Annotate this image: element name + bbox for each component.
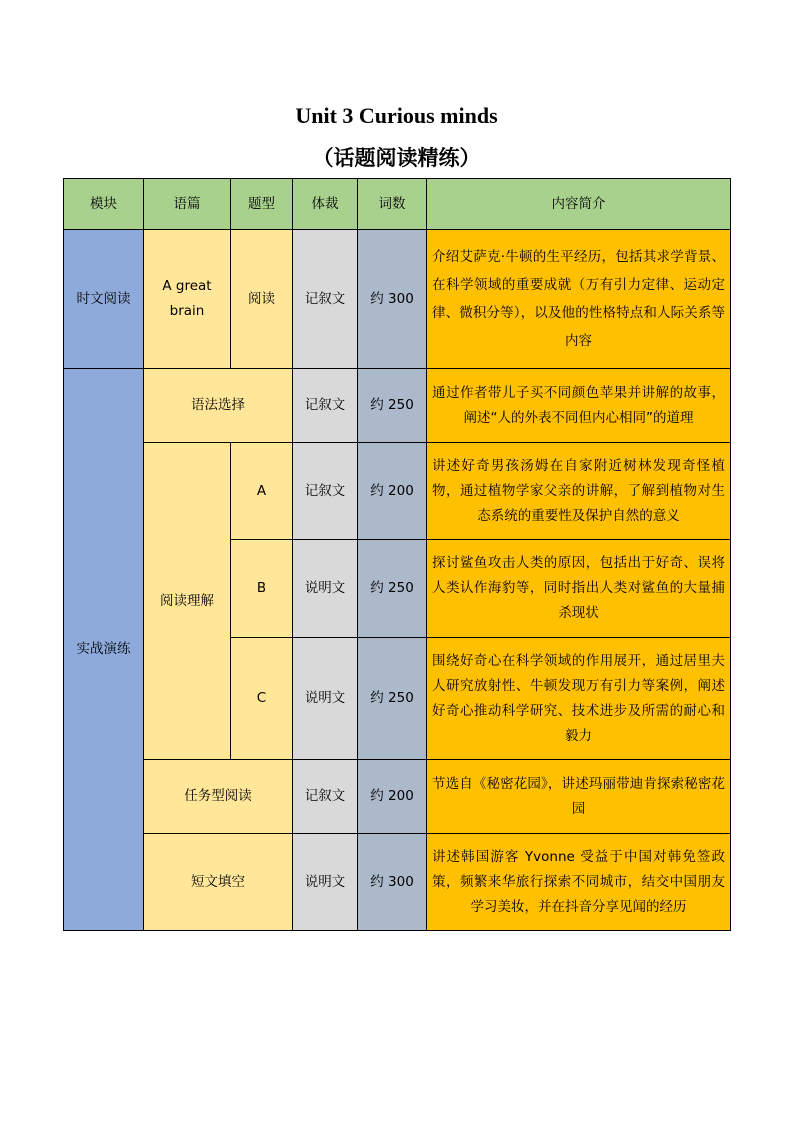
header-genre: 体裁	[293, 179, 358, 230]
summary-cell: 节选自《秘密花园》，讲述玛丽带迪肯探索秘密花园	[427, 760, 731, 834]
genre-cell: 记叙文	[293, 230, 358, 369]
item-id: C	[231, 638, 293, 760]
genre-cell: 记叙文	[293, 760, 358, 834]
table-row	[64, 760, 731, 834]
genre-cell: 说明文	[293, 638, 358, 760]
type-cell: 阅读	[231, 230, 293, 369]
words-cell: 约 200	[358, 443, 427, 540]
module-current: 时文阅读	[64, 230, 144, 369]
words-cell: 约 250	[358, 638, 427, 760]
words-cell: 约 250	[358, 540, 427, 638]
summary-cell: 讲述好奇男孩汤姆在自家附近树林发现奇怪植物，通过植物学家父亲的讲解，了解到植物对生态系统的重要性及保护自然的意义	[427, 443, 731, 540]
page-subtitle: （话题阅读精练）	[312, 146, 481, 170]
summary-cell: 讲述韩国游客 Yvonne 受益于中国对韩免签政策，频繁来华旅行探索不同城市，结交中国朋友学习美妆，并在抖音分享见闻的经历	[427, 834, 731, 931]
summary-cell: 介绍艾萨克·牛顿的生平经历，包括其求学背景、在科学领域的重要成就（万有引力定律、运动定律、微积分等），以及他的性格特点和人际关系等内容	[427, 230, 731, 369]
header-text: 语篇	[144, 179, 231, 230]
table-row	[64, 834, 731, 931]
header-row	[64, 179, 731, 230]
grammar-label: 语法选择	[144, 369, 293, 443]
cloze-label: 短文填空	[144, 834, 293, 931]
summary-cell: 探讨鲨鱼攻击人类的原因，包括出于好奇、误将人类认作海豹等，同时指出人类对鲨鱼的大量捕杀现状	[427, 540, 731, 638]
summary-cell: 围绕好奇心在科学领域的作用展开，通过居里夫人研究放射性、牛顿发现万有引力等案例，阐述好奇心推动科学研究、技术进步及所需的耐心和毅力	[427, 638, 731, 760]
page-title: Unit 3 Curious minds	[295, 103, 498, 128]
module-practice: 实战演练	[64, 369, 144, 931]
summary-cell: 通过作者带儿子买不同颜色苹果并讲解的故事，阐述“人的外表不同但内心相同”的道理	[427, 369, 731, 443]
header-module: 模块	[64, 179, 144, 230]
reading-label: 阅读理解	[144, 443, 231, 760]
header-type: 题型	[231, 179, 293, 230]
table-row	[64, 230, 731, 369]
item-id: B	[231, 540, 293, 638]
words-cell: 约 200	[358, 760, 427, 834]
words-cell: 约 250	[358, 369, 427, 443]
genre-cell: 说明文	[293, 834, 358, 931]
words-cell: 约 300	[358, 834, 427, 931]
genre-cell: 记叙文	[293, 369, 358, 443]
genre-cell: 记叙文	[293, 443, 358, 540]
item-id: A	[231, 443, 293, 540]
text-title-cell: A great brain	[144, 230, 231, 369]
task-label: 任务型阅读	[144, 760, 293, 834]
words-cell: 约 300	[358, 230, 427, 369]
header-summary: 内容简介	[427, 179, 731, 230]
table-row	[64, 369, 731, 443]
table-row	[64, 443, 731, 540]
header-words: 词数	[358, 179, 427, 230]
overview-table	[63, 178, 731, 931]
genre-cell: 说明文	[293, 540, 358, 638]
